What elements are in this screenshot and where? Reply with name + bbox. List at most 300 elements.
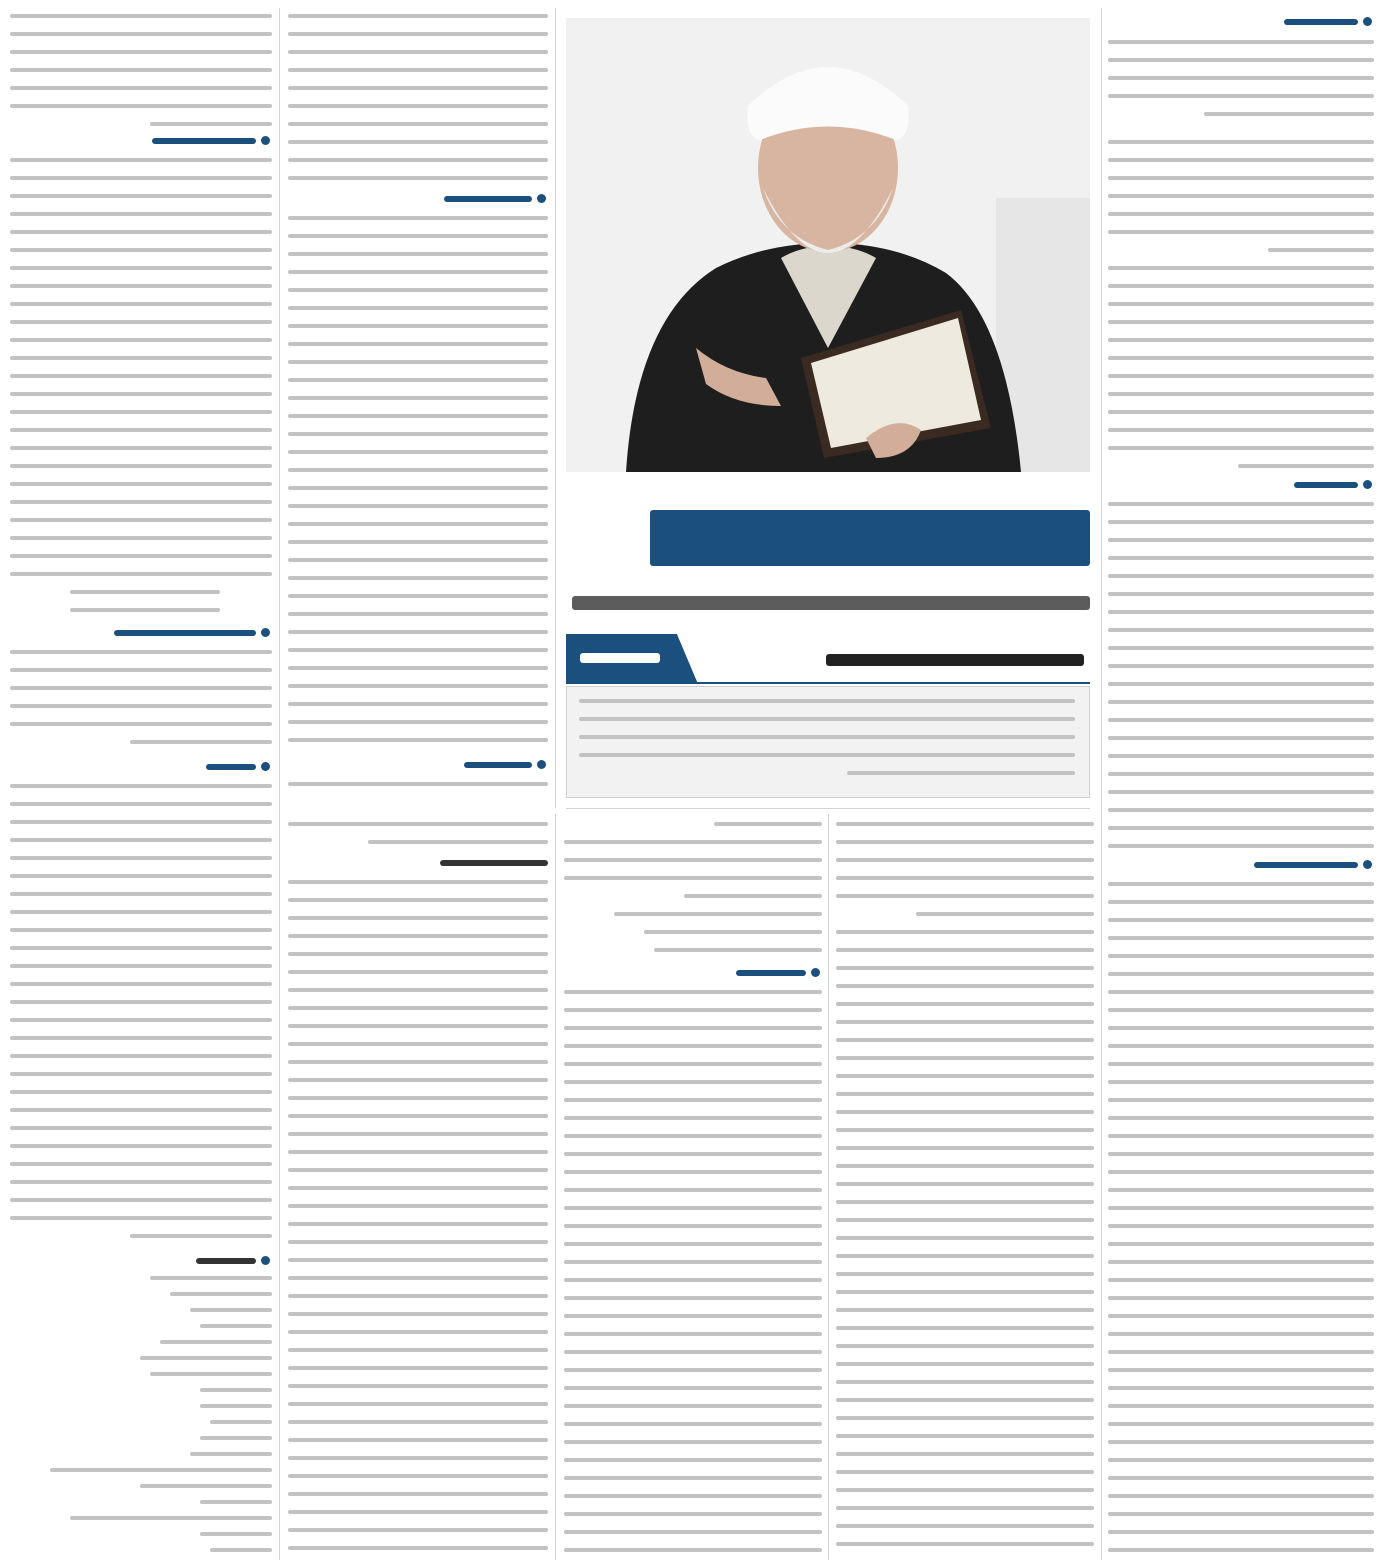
text-line bbox=[10, 856, 272, 860]
column-divider bbox=[279, 8, 280, 1560]
text-line bbox=[288, 270, 548, 274]
text-line bbox=[10, 838, 272, 842]
text-line bbox=[1108, 918, 1374, 922]
text-line bbox=[1108, 954, 1374, 958]
text-line bbox=[1108, 76, 1374, 80]
text-line bbox=[564, 990, 822, 994]
text-line bbox=[836, 1254, 1094, 1258]
text-line bbox=[836, 1128, 1094, 1132]
text-line bbox=[564, 1440, 822, 1444]
text-line bbox=[10, 802, 272, 806]
text-line bbox=[836, 876, 1094, 880]
footnote-line bbox=[200, 1436, 272, 1440]
text-line bbox=[288, 988, 548, 992]
column-divider bbox=[555, 8, 556, 808]
text-line bbox=[1108, 1026, 1374, 1030]
portrait-graphic bbox=[566, 18, 1090, 472]
text-line bbox=[288, 1294, 548, 1298]
text-line bbox=[288, 342, 548, 346]
text-line bbox=[288, 880, 548, 884]
text-line bbox=[10, 686, 272, 690]
footnote-line bbox=[200, 1404, 272, 1408]
text-line bbox=[10, 464, 272, 468]
text-line bbox=[1108, 374, 1374, 378]
text-line bbox=[288, 1402, 548, 1406]
text-line bbox=[288, 216, 548, 220]
text-line bbox=[288, 1384, 548, 1388]
text-line bbox=[614, 912, 822, 916]
footnote-line bbox=[70, 1516, 272, 1520]
text-line bbox=[1108, 900, 1374, 904]
text-line bbox=[564, 858, 822, 862]
text-line bbox=[836, 1344, 1094, 1348]
text-line bbox=[1108, 592, 1374, 596]
text-line bbox=[288, 822, 548, 826]
footnote-line bbox=[190, 1308, 272, 1312]
text-line bbox=[288, 1492, 548, 1496]
text-line bbox=[130, 1234, 272, 1238]
text-line bbox=[1108, 392, 1374, 396]
text-line bbox=[836, 948, 1094, 952]
text-line bbox=[288, 86, 548, 90]
text-line bbox=[836, 1470, 1094, 1474]
text-line bbox=[288, 140, 548, 144]
text-line bbox=[288, 68, 548, 72]
text-line bbox=[288, 540, 548, 544]
text-line bbox=[916, 912, 1094, 916]
text-line bbox=[564, 1278, 822, 1282]
text-line bbox=[564, 1404, 822, 1408]
text-line bbox=[1204, 112, 1374, 116]
text-line bbox=[836, 1110, 1094, 1114]
section-heading bbox=[152, 138, 256, 144]
section-heading-marker bbox=[811, 968, 820, 977]
text-column bbox=[564, 818, 822, 1560]
text-line bbox=[10, 1090, 272, 1094]
intro-line bbox=[579, 753, 1075, 757]
section-heading-marker bbox=[261, 136, 270, 145]
text-line bbox=[1108, 428, 1374, 432]
text-line bbox=[288, 1330, 548, 1334]
text-line bbox=[1108, 610, 1374, 614]
text-line bbox=[564, 1152, 822, 1156]
text-line bbox=[564, 1062, 822, 1066]
text-line bbox=[10, 194, 272, 198]
text-line bbox=[1108, 1008, 1374, 1012]
text-line bbox=[564, 1008, 822, 1012]
text-line bbox=[10, 176, 272, 180]
text-line bbox=[288, 1006, 548, 1010]
text-line bbox=[288, 1078, 548, 1082]
text-line bbox=[564, 840, 822, 844]
section-heading bbox=[440, 860, 548, 866]
text-line bbox=[288, 486, 548, 490]
text-line bbox=[288, 306, 548, 310]
column-divider bbox=[555, 814, 556, 1560]
section-label bbox=[566, 634, 698, 684]
text-line bbox=[150, 122, 272, 126]
text-line bbox=[836, 1038, 1094, 1042]
column-divider bbox=[828, 814, 829, 1560]
text-line bbox=[836, 1182, 1094, 1186]
text-line bbox=[288, 1042, 548, 1046]
text-line bbox=[288, 594, 548, 598]
text-line bbox=[1108, 574, 1374, 578]
text-line bbox=[1108, 736, 1374, 740]
text-line bbox=[1108, 266, 1374, 270]
section-heading bbox=[114, 630, 256, 636]
text-line bbox=[288, 468, 548, 472]
text-line bbox=[1108, 646, 1374, 650]
text-line bbox=[1108, 556, 1374, 560]
text-line bbox=[288, 1132, 548, 1136]
text-line bbox=[1108, 772, 1374, 776]
section-heading bbox=[464, 762, 532, 768]
footnote-line bbox=[150, 1276, 272, 1280]
text-line bbox=[1108, 682, 1374, 686]
text-line bbox=[288, 158, 548, 162]
text-line bbox=[564, 1116, 822, 1120]
text-line bbox=[288, 432, 548, 436]
text-line bbox=[564, 1332, 822, 1336]
text-line bbox=[288, 1456, 548, 1460]
text-line bbox=[288, 952, 548, 956]
text-line bbox=[10, 1180, 272, 1184]
text-line bbox=[10, 650, 272, 654]
text-line bbox=[836, 984, 1094, 988]
text-line bbox=[288, 648, 548, 652]
text-line bbox=[130, 740, 272, 744]
text-line bbox=[288, 898, 548, 902]
text-line bbox=[1108, 94, 1374, 98]
text-line bbox=[10, 356, 272, 360]
text-line bbox=[1108, 140, 1374, 144]
footnote-line bbox=[200, 1324, 272, 1328]
text-line bbox=[10, 892, 272, 896]
footnote-line bbox=[200, 1532, 272, 1536]
text-line bbox=[10, 928, 272, 932]
text-line bbox=[288, 378, 548, 382]
text-line bbox=[836, 1020, 1094, 1024]
text-line bbox=[288, 32, 548, 36]
text-line bbox=[1108, 972, 1374, 976]
text-line bbox=[288, 1204, 548, 1208]
text-line bbox=[10, 1054, 272, 1058]
text-line bbox=[288, 702, 548, 706]
text-line bbox=[10, 1144, 272, 1148]
text-line bbox=[714, 822, 822, 826]
text-line bbox=[1108, 1224, 1374, 1228]
section-heading bbox=[1254, 862, 1358, 868]
text-line bbox=[10, 668, 272, 672]
headline bbox=[650, 510, 1090, 566]
text-line bbox=[836, 1236, 1094, 1240]
text-line bbox=[368, 840, 548, 844]
footnote-line bbox=[150, 1372, 272, 1376]
text-line bbox=[836, 1290, 1094, 1294]
text-line bbox=[564, 1386, 822, 1390]
text-line bbox=[564, 1188, 822, 1192]
text-line bbox=[288, 1420, 548, 1424]
text-line bbox=[1108, 338, 1374, 342]
text-line bbox=[10, 554, 272, 558]
text-line bbox=[1108, 1044, 1374, 1048]
text-line bbox=[10, 1018, 272, 1022]
text-line bbox=[10, 518, 272, 522]
text-line bbox=[1108, 628, 1374, 632]
text-line bbox=[564, 1134, 822, 1138]
text-line bbox=[288, 414, 548, 418]
text-line bbox=[288, 1474, 548, 1478]
text-line bbox=[564, 1026, 822, 1030]
text-line bbox=[1108, 1296, 1374, 1300]
text-line bbox=[288, 1096, 548, 1100]
text-line bbox=[288, 738, 548, 742]
text-line bbox=[564, 1530, 822, 1534]
text-line bbox=[10, 1126, 272, 1130]
text-line bbox=[836, 1146, 1094, 1150]
section-heading-marker bbox=[261, 1256, 270, 1265]
section-heading-marker bbox=[1363, 480, 1372, 489]
text-line bbox=[1108, 1188, 1374, 1192]
text-line bbox=[1108, 808, 1374, 812]
text-line bbox=[1108, 502, 1374, 506]
text-line bbox=[684, 894, 822, 898]
text-line bbox=[1108, 754, 1374, 758]
text-line bbox=[288, 14, 548, 18]
text-line bbox=[836, 1056, 1094, 1060]
text-line bbox=[288, 1168, 548, 1172]
section-heading bbox=[196, 1258, 256, 1264]
text-line bbox=[288, 1060, 548, 1064]
section-heading bbox=[444, 196, 532, 202]
text-line bbox=[1108, 1458, 1374, 1462]
text-line bbox=[1108, 40, 1374, 44]
text-line bbox=[70, 608, 220, 612]
intro-line bbox=[579, 717, 1075, 721]
text-line bbox=[836, 1200, 1094, 1204]
text-line bbox=[1108, 1098, 1374, 1102]
text-line bbox=[288, 612, 548, 616]
text-line bbox=[564, 1368, 822, 1372]
text-line bbox=[288, 1186, 548, 1190]
text-line bbox=[288, 122, 548, 126]
text-line bbox=[564, 1296, 822, 1300]
footnote-line bbox=[50, 1468, 272, 1472]
text-line bbox=[1108, 1260, 1374, 1264]
text-line bbox=[10, 14, 272, 18]
text-line bbox=[1108, 1368, 1374, 1372]
text-line bbox=[836, 1434, 1094, 1438]
text-line bbox=[1108, 1350, 1374, 1354]
text-line bbox=[1108, 1080, 1374, 1084]
text-line bbox=[10, 722, 272, 726]
text-line bbox=[836, 1362, 1094, 1366]
text-line bbox=[10, 68, 272, 72]
footnote-line bbox=[160, 1340, 272, 1344]
section-heading bbox=[206, 764, 256, 770]
text-line bbox=[288, 684, 548, 688]
text-line bbox=[10, 32, 272, 36]
text-line bbox=[836, 1524, 1094, 1528]
text-line bbox=[1108, 212, 1374, 216]
text-line bbox=[288, 1114, 548, 1118]
text-line bbox=[1108, 356, 1374, 360]
section-label-text bbox=[580, 653, 660, 663]
text-line bbox=[1108, 302, 1374, 306]
text-line bbox=[1108, 446, 1374, 450]
text-line bbox=[10, 784, 272, 788]
section-heading bbox=[1294, 482, 1358, 488]
text-line bbox=[1108, 790, 1374, 794]
text-line bbox=[10, 302, 272, 306]
text-line bbox=[10, 910, 272, 914]
text-line bbox=[564, 1494, 822, 1498]
text-line bbox=[654, 948, 822, 952]
text-line bbox=[10, 1000, 272, 1004]
text-line bbox=[10, 230, 272, 234]
text-line bbox=[10, 410, 272, 414]
text-line bbox=[836, 1092, 1094, 1096]
text-line bbox=[288, 252, 548, 256]
text-line bbox=[10, 500, 272, 504]
text-line bbox=[1108, 1242, 1374, 1246]
text-line bbox=[288, 934, 548, 938]
text-line bbox=[288, 1222, 548, 1226]
text-line bbox=[564, 1512, 822, 1516]
text-line bbox=[836, 1506, 1094, 1510]
section-heading-marker bbox=[261, 762, 270, 771]
text-line bbox=[288, 522, 548, 526]
text-line bbox=[1108, 1278, 1374, 1282]
text-line bbox=[564, 1314, 822, 1318]
text-line bbox=[564, 1170, 822, 1174]
footnote-line bbox=[140, 1484, 272, 1488]
text-line bbox=[836, 1488, 1094, 1492]
text-line bbox=[288, 666, 548, 670]
footnote-line bbox=[200, 1388, 272, 1392]
text-line bbox=[1108, 58, 1374, 62]
text-line bbox=[1108, 664, 1374, 668]
text-line bbox=[288, 1438, 548, 1442]
text-line bbox=[836, 1380, 1094, 1384]
text-line bbox=[836, 1002, 1094, 1006]
text-line bbox=[288, 720, 548, 724]
text-line bbox=[10, 1216, 272, 1220]
text-line bbox=[10, 392, 272, 396]
text-line bbox=[288, 1348, 548, 1352]
text-line bbox=[1108, 1548, 1374, 1552]
footnote-line bbox=[190, 1452, 272, 1456]
text-line bbox=[10, 964, 272, 968]
text-line bbox=[70, 590, 220, 594]
text-line bbox=[288, 1510, 548, 1514]
text-line bbox=[564, 1350, 822, 1354]
text-line bbox=[836, 1218, 1094, 1222]
footnote-line bbox=[140, 1356, 272, 1360]
text-line bbox=[10, 338, 272, 342]
text-line bbox=[1108, 1440, 1374, 1444]
text-line bbox=[564, 1458, 822, 1462]
text-line bbox=[564, 1476, 822, 1480]
text-line bbox=[564, 1548, 822, 1552]
text-line bbox=[1108, 158, 1374, 162]
footnote-line bbox=[210, 1548, 272, 1552]
text-line bbox=[1238, 464, 1374, 468]
text-line bbox=[1108, 538, 1374, 542]
text-line bbox=[1108, 1512, 1374, 1516]
author-name bbox=[826, 654, 1084, 666]
intro-box bbox=[566, 686, 1090, 798]
text-line bbox=[836, 822, 1094, 826]
text-line bbox=[10, 874, 272, 878]
text-line bbox=[1108, 1206, 1374, 1210]
text-line bbox=[10, 982, 272, 986]
text-line bbox=[288, 504, 548, 508]
text-line bbox=[288, 1366, 548, 1370]
text-line bbox=[10, 704, 272, 708]
text-line bbox=[1108, 882, 1374, 886]
text-line bbox=[288, 450, 548, 454]
text-line bbox=[564, 1260, 822, 1264]
text-line bbox=[288, 324, 548, 328]
text-line bbox=[1108, 1422, 1374, 1426]
text-line bbox=[10, 320, 272, 324]
text-line bbox=[288, 360, 548, 364]
text-line bbox=[836, 1398, 1094, 1402]
text-line bbox=[836, 966, 1094, 970]
text-line bbox=[288, 176, 548, 180]
section-heading-marker bbox=[537, 194, 546, 203]
text-line bbox=[564, 1098, 822, 1102]
text-line bbox=[1108, 1152, 1374, 1156]
text-line bbox=[10, 482, 272, 486]
section-heading bbox=[1284, 19, 1358, 25]
text-line bbox=[288, 50, 548, 54]
text-line bbox=[836, 1272, 1094, 1276]
subheadline bbox=[572, 596, 1090, 610]
text-line bbox=[1108, 1314, 1374, 1318]
intro-line bbox=[847, 771, 1075, 775]
text-column bbox=[836, 818, 1094, 1560]
text-line bbox=[564, 1224, 822, 1228]
text-line bbox=[10, 1036, 272, 1040]
text-line bbox=[10, 374, 272, 378]
text-line bbox=[836, 1074, 1094, 1078]
section-heading-marker bbox=[1363, 860, 1372, 869]
text-line bbox=[1108, 520, 1374, 524]
text-line bbox=[1268, 248, 1374, 252]
text-line bbox=[564, 876, 822, 880]
text-line bbox=[10, 104, 272, 108]
text-line bbox=[10, 212, 272, 216]
text-line bbox=[10, 1072, 272, 1076]
text-line bbox=[288, 1240, 548, 1244]
author-photo bbox=[566, 18, 1090, 472]
section-heading-marker bbox=[261, 628, 270, 637]
text-line bbox=[1108, 1134, 1374, 1138]
column-divider bbox=[1101, 8, 1102, 1560]
text-line bbox=[288, 1528, 548, 1532]
intro-line bbox=[579, 735, 1075, 739]
text-line bbox=[1108, 1116, 1374, 1120]
text-line bbox=[836, 1542, 1094, 1546]
text-line bbox=[1108, 826, 1374, 830]
text-line bbox=[564, 1080, 822, 1084]
text-line bbox=[836, 840, 1094, 844]
text-line bbox=[1108, 194, 1374, 198]
text-line bbox=[564, 1242, 822, 1246]
